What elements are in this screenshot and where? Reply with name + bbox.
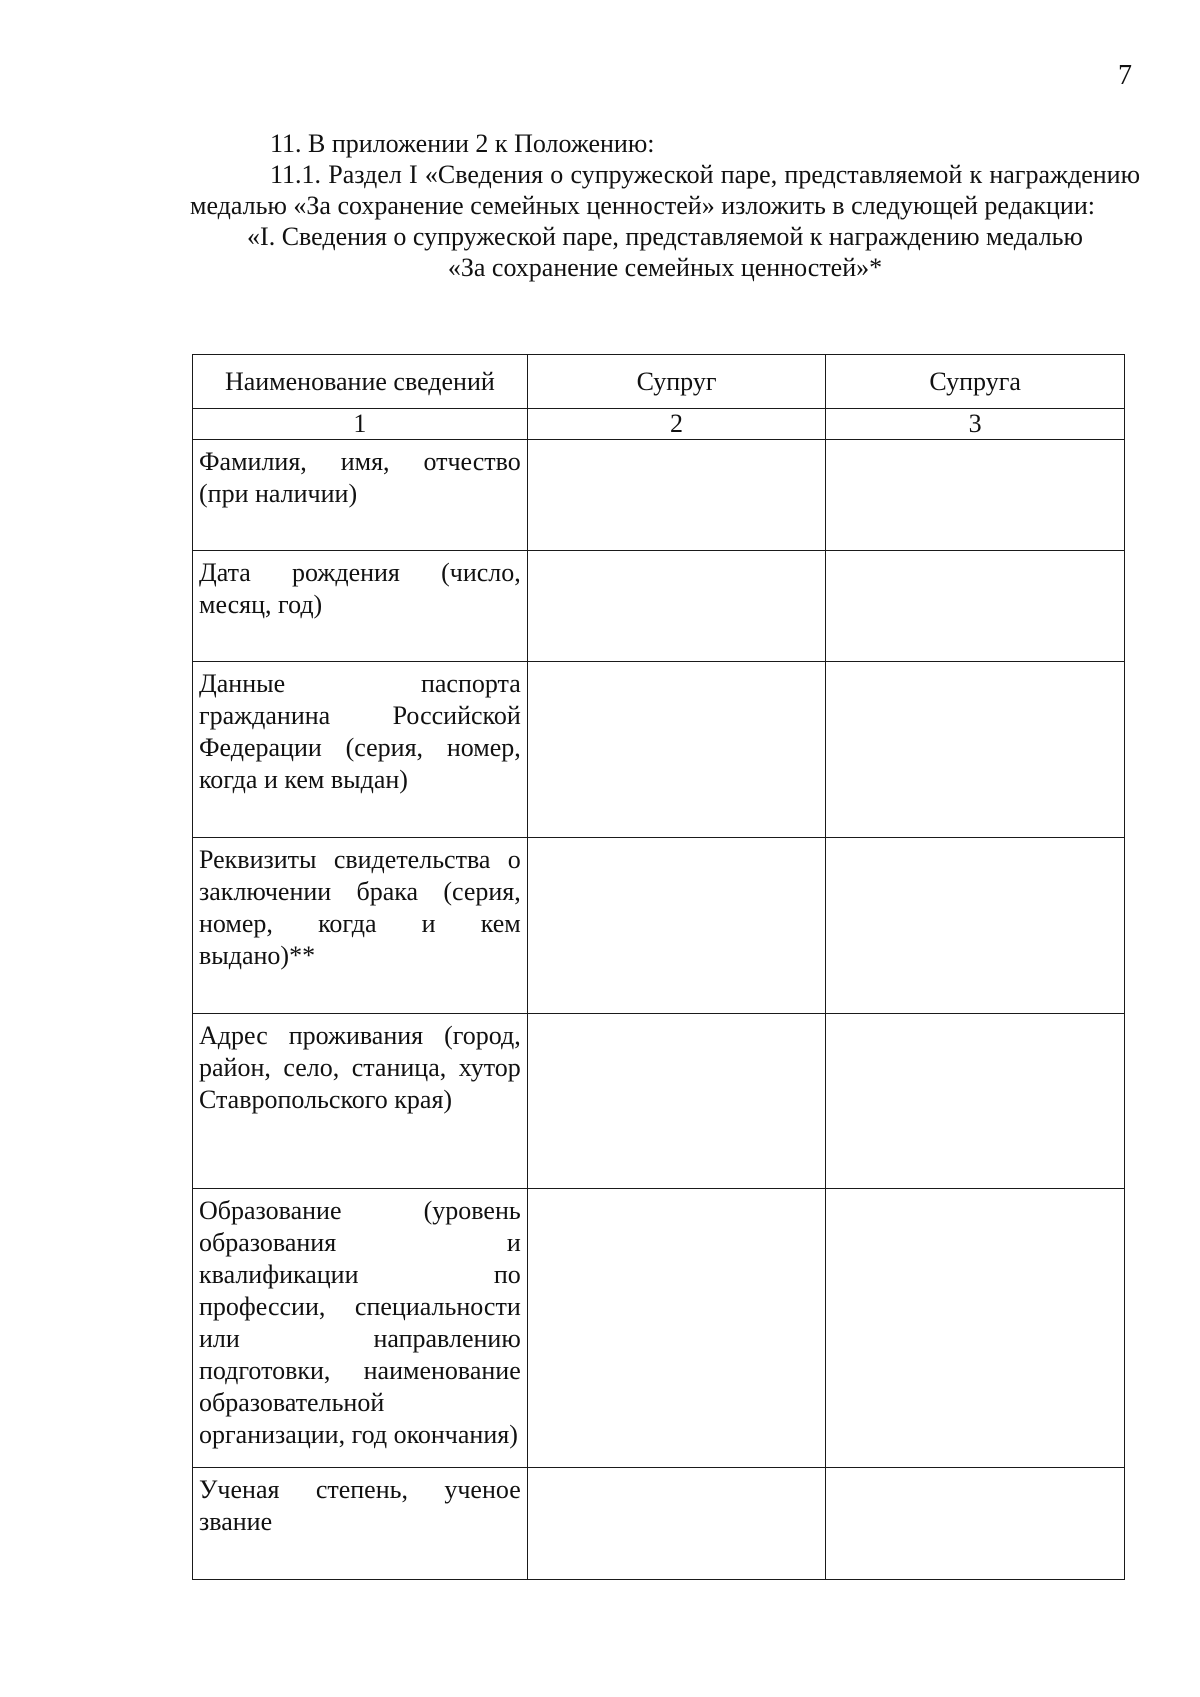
table-row — [193, 551, 1125, 662]
wife-education-cell[interactable] — [826, 1189, 1125, 1468]
table-row — [193, 662, 1125, 838]
wife-marriage-certificate-cell[interactable] — [826, 838, 1125, 1014]
husband-full-name-cell[interactable] — [527, 440, 826, 551]
table-row — [193, 1468, 1125, 1580]
column-number-2: 2 — [527, 409, 826, 440]
table-row — [193, 1014, 1125, 1189]
page-number: 7 — [1118, 60, 1132, 91]
point-11: 11. В приложении 2 к Положению: — [270, 129, 655, 158]
husband-birth-date-cell[interactable] — [527, 551, 826, 662]
subpoint-11-1: 11.1. Раздел I «Сведения о супружеской паре, представляемой к награждению медалью «За сохранение семейных ценностей» изложить в следующей редакции: — [190, 160, 1140, 220]
row-label-education: Образование (уровень образования и квалификации по профессии, специальности или направлению подготовки, наименование образовательной организации, год окончания) — [193, 1189, 528, 1468]
row-label-full-name: Фамилия, имя, отчество (при наличии) — [193, 440, 528, 551]
column-number-3: 3 — [826, 409, 1125, 440]
section-title-line-2: «За сохранение семейных ценностей»* — [447, 253, 883, 282]
husband-passport-cell[interactable] — [527, 662, 826, 838]
husband-education-cell[interactable] — [527, 1189, 826, 1468]
table-row — [193, 440, 1125, 551]
wife-full-name-cell[interactable] — [826, 440, 1125, 551]
wife-birth-date-cell[interactable] — [826, 551, 1125, 662]
row-label-marriage-certificate: Реквизиты свидетельства о заключении брака (серия, номер, когда и кем выдано)** — [193, 838, 528, 1014]
header-wife: Супруга — [826, 355, 1125, 409]
wife-academic-degree-cell[interactable] — [826, 1468, 1125, 1580]
wife-address-cell[interactable] — [826, 1014, 1125, 1189]
header-husband: Супруг — [527, 355, 826, 409]
section-title-line-1: «I. Сведения о супружеской паре, представляемой к награждению медалью — [247, 222, 1083, 251]
wife-passport-cell[interactable] — [826, 662, 1125, 838]
intro-block — [190, 128, 1140, 283]
husband-address-cell[interactable] — [527, 1014, 826, 1189]
row-label-academic-degree: Ученая степень, ученое звание — [193, 1468, 528, 1580]
column-numbers-row — [193, 409, 1125, 440]
spouse-info-table — [192, 354, 1125, 1580]
header-info-name: Наименование сведений — [193, 355, 528, 409]
table-row — [193, 838, 1125, 1014]
husband-academic-degree-cell[interactable] — [527, 1468, 826, 1580]
table-row — [193, 1189, 1125, 1468]
column-number-1: 1 — [193, 409, 528, 440]
row-label-address: Адрес проживания (город, район, село, станица, хутор Ставропольского края) — [193, 1014, 528, 1189]
table-header-row — [193, 355, 1125, 409]
row-label-passport: Данные паспорта гражданина Российской Федерации (серия, номер, когда и кем выдан) — [193, 662, 528, 838]
row-label-birth-date: Дата рождения (число, месяц, год) — [193, 551, 528, 662]
husband-marriage-certificate-cell[interactable] — [527, 838, 826, 1014]
